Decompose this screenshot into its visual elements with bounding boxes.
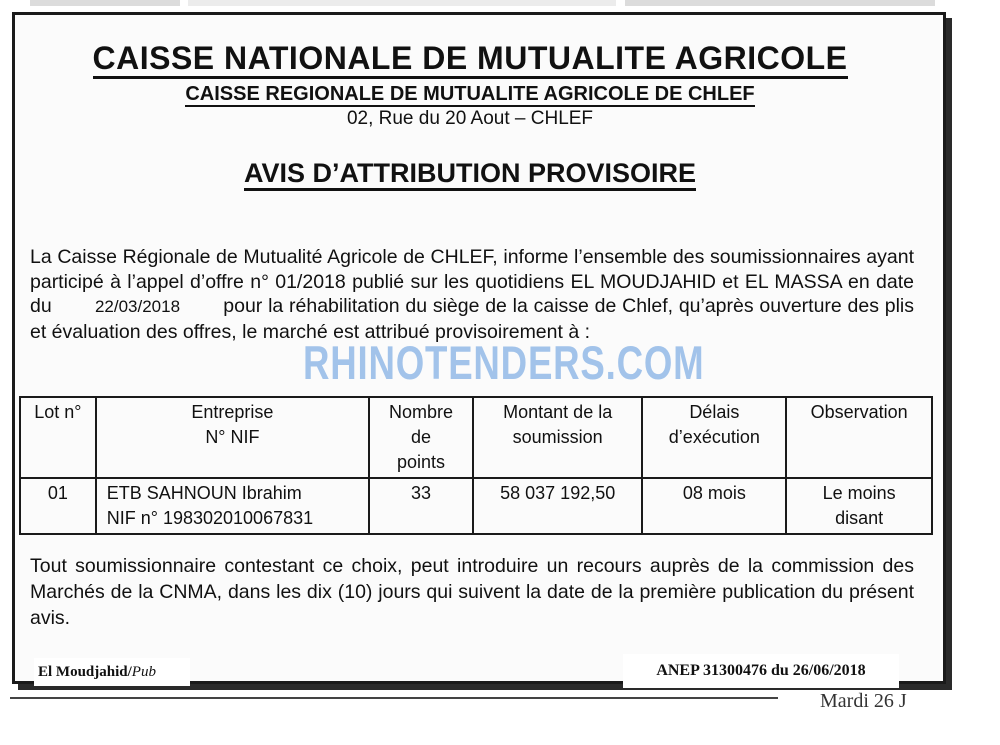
header-entreprise (96, 397, 369, 478)
intro-paragraph (30, 245, 914, 344)
notice-title: AVIS D’ATTRIBUTION PROVISOIRE (0, 158, 940, 189)
source-label: El Moudjahid/Pub (34, 658, 190, 686)
header-points-line3: points (396, 452, 446, 472)
header-lot: Lot n° (20, 397, 96, 478)
cell-observation-line1: Le moins (822, 483, 896, 503)
intro-text-part1: La Caisse Régionale de Mutualité Agricole de CHLEF, informe l’ensemble des soumissionnaires ayant participé à l’appel d’offre n° 01/2018 publié sur les quotidiens EL MOUDJAHID et EL MASSA en date du (30, 246, 914, 317)
header-points-line2: de (410, 427, 432, 447)
cell-lot: 01 (20, 478, 96, 534)
cell-observation-line2: disant (835, 508, 884, 528)
cell-points: 33 (369, 478, 473, 534)
top-strip-segment (625, 0, 935, 6)
header-points-line1: Nombre (388, 402, 454, 422)
header-montant-line2: soumission (512, 427, 603, 447)
cell-delais: 08 mois (642, 478, 786, 534)
header-observation: Observation (786, 397, 932, 478)
header-entreprise-line1: Entreprise (191, 402, 274, 422)
publication-date: 22/03/2018 (94, 297, 181, 316)
anep-reference: ANEP 31300476 du 26/06/2018 (623, 654, 899, 688)
address-line: 02, Rue du 20 Aout – CHLEF (346, 108, 594, 129)
cell-observation (786, 478, 932, 534)
intro-text-part2: pour la réhabilitation du siège de la caisse de Chlef, qu’après ouverture des plis et évaluation des offres, le marché est attribué provisoirement à : (30, 295, 915, 343)
award-table (19, 396, 933, 535)
table-row (20, 478, 932, 534)
top-edge-strip (0, 0, 1000, 10)
header-montant (473, 397, 643, 478)
cell-entreprise-name: ETB SAHNOUN Ibrahim (106, 483, 302, 503)
header-points (369, 397, 473, 478)
header-entreprise-line2: N° NIF (205, 427, 260, 447)
cell-montant: 58 037 192,50 (473, 478, 643, 534)
header-montant-line1: Montant de la (503, 402, 613, 422)
org-name-heading: CAISSE NATIONALE DE MUTUALITE AGRICOLE (0, 40, 940, 77)
cell-entreprise (96, 478, 369, 534)
page-date-fragment: Mardi 26 J (820, 690, 907, 710)
header-delais-line2: d’exécution (668, 427, 760, 447)
cell-entreprise-nif: NIF n° 198302010067831 (106, 508, 314, 528)
top-strip-segment (188, 0, 616, 6)
regional-name-heading: CAISSE REGIONALE DE MUTUALITE AGRICOLE DE CHLEF (185, 83, 755, 105)
bottom-divider (10, 697, 778, 699)
watermark: RHINOTENDERS.COM (303, 336, 705, 389)
header-delais (642, 397, 786, 478)
table-header-row (20, 397, 932, 478)
closing-paragraph: Tout soumissionnaire contestant ce choix, peut introduire un recours auprès de la commission des Marchés de la CNMA, dans les dix (10) jours qui suivent la date de la première publication du présent avis. (30, 555, 914, 629)
header-delais-line1: Délais (689, 402, 740, 422)
top-strip-segment (30, 0, 180, 6)
